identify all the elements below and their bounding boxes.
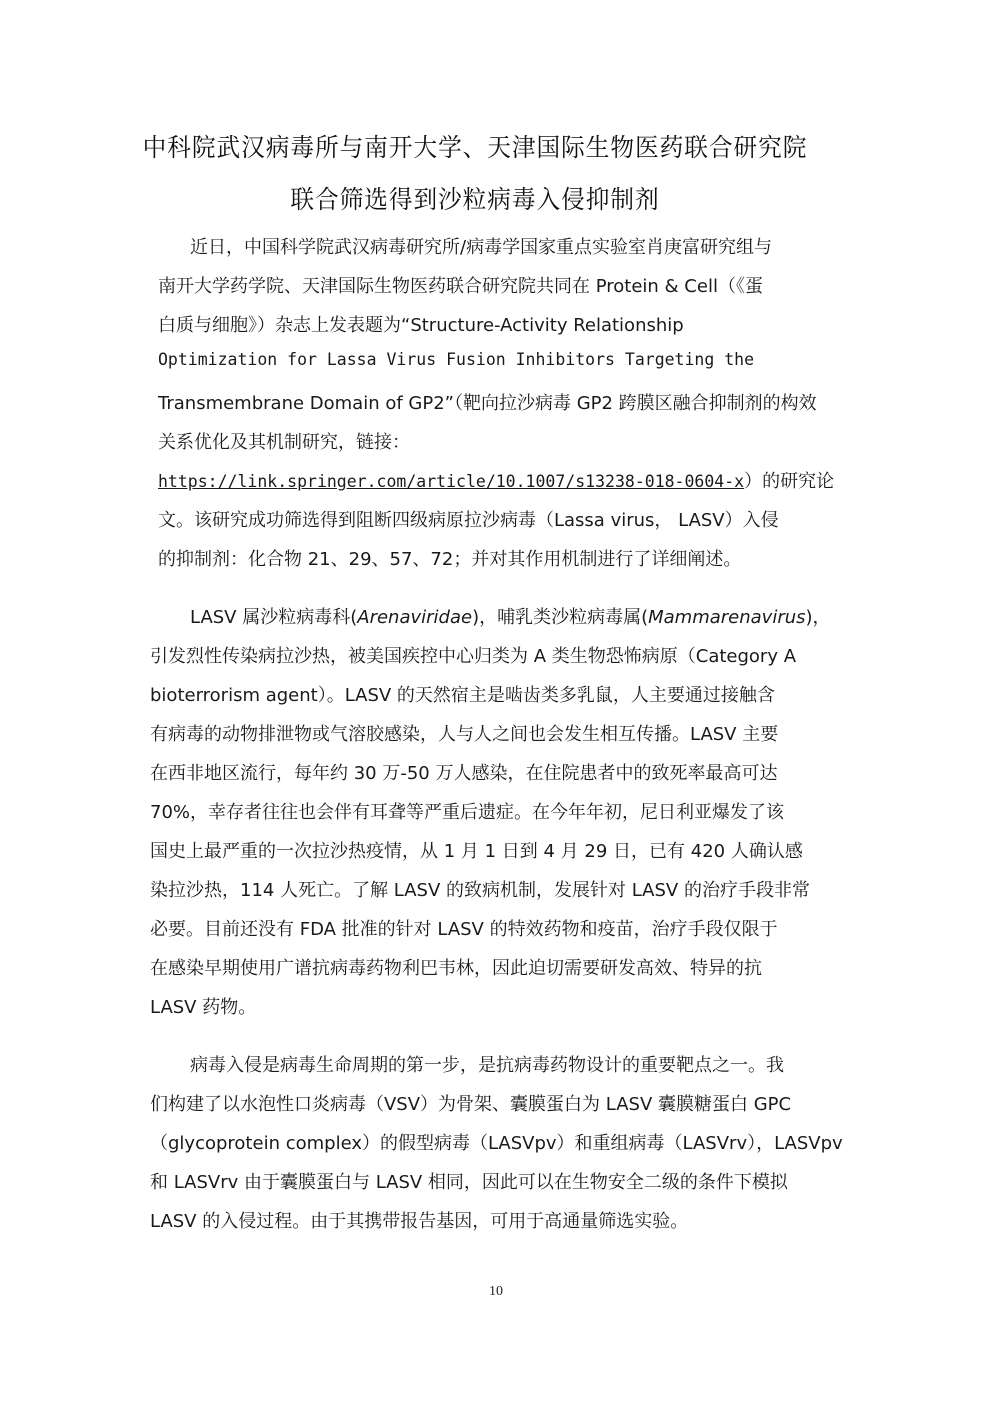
p1-line-9: 的抑制剂：化合物 21、29、57、72；并对其作用机制进行了详细阐述。: [158, 549, 742, 570]
p3-line-4: 和 LASVrv 由于囊膜蛋白与 LASV 相同，因此可以在生物安全二级的条件下模拟: [150, 1172, 788, 1193]
p2-line-8: 染拉沙热，114 人死亡。了解 LASV 的致病机制，发展针对 LASV 的治疗手段非常: [150, 880, 810, 901]
p1-line-5: Transmembrane Domain of GP2”（靶向拉沙病毒 GP2 跨膜区融合抑制剂的构效: [158, 393, 817, 414]
p2-line-1: [190, 603, 831, 629]
p1-line-2: 南开大学药学院、天津国际生物医药联合研究院共同在 Protein & Cell（《蛋: [158, 276, 763, 297]
p2-line-11: LASV 药物。: [150, 997, 257, 1018]
p2-line-3: bioterrorism agent）。LASV 的天然宿主是啮齿类多乳鼠，人主要通过接触含: [150, 685, 775, 706]
p2-line-7: 国史上最严重的一次拉沙热疫情，从 1 月 1 日到 4 月 29 日，已有 420 人确认感: [150, 841, 803, 862]
p2-line-5: 在西非地区流行，每年约 30 万-50 万人感染，在住院患者中的致死率最高可达: [150, 763, 778, 784]
p2-line-1-c: )，哺乳类沙粒病毒属(: [472, 607, 649, 628]
p1-line-7: [158, 467, 834, 493]
p1-line-3: 白质与细胞》）杂志上发表题为“Structure-Activity Relationship: [158, 315, 684, 336]
p1-line-7-rest: ）的研究论: [744, 471, 835, 492]
title-line-1: 中科院武汉病毒所与南开大学、天津国际生物医药联合研究院: [142, 133, 808, 162]
p1-line-6: 关系优化及其机制研究，链接：: [158, 432, 410, 453]
p3-line-3: （glycoprotein complex）的假型病毒（LASVpv）和重组病毒（LASVrv），LASVpv: [150, 1133, 843, 1154]
p3-line-1: 病毒入侵是病毒生命周期的第一步，是抗病毒药物设计的重要靶点之一。我: [190, 1055, 784, 1076]
p2-line-6: 70%，幸存者往往也会伴有耳聋等严重后遗症。在今年年初，尼日利亚爆发了该: [150, 802, 785, 823]
p3-line-5: LASV 的入侵过程。由于其携带报告基因，可用于高通量筛选实验。: [150, 1211, 689, 1232]
family-name-italic: Arenaviridae: [357, 607, 473, 628]
p2-line-2: 引发烈性传染病拉沙热，被美国疾控中心归类为 A 类生物恐怖病原（Category A: [150, 646, 797, 667]
p1-line-8: 文。该研究成功筛选得到阻断四级病原拉沙病毒（Lassa virus， LASV）入侵: [158, 510, 779, 531]
title-line-2: 联合筛选得到沙粒病毒入侵抑制剂: [290, 185, 660, 214]
p2-line-1-a: LASV 属沙粒病毒科(: [190, 607, 358, 628]
genus-name-italic: Mammarenavirus: [648, 607, 806, 628]
article-link[interactable]: https://link.springer.com/article/10.1007/s13238-018-0604-x: [158, 472, 745, 491]
p1-line-4: Optimization for Lassa Virus Fusion Inhibitors Targeting the: [158, 350, 755, 369]
p2-line-9: 必要。目前还没有 FDA 批准的针对 LASV 的特效药物和疫苗，治疗手段仅限于: [150, 919, 778, 940]
p3-line-2: 们构建了以水泡性口炎病毒（VSV）为骨架、囊膜蛋白为 LASV 囊膜糖蛋白 GPC: [150, 1094, 792, 1115]
p2-line-1-e: )，: [805, 607, 831, 628]
page-number: 10: [489, 1284, 503, 1299]
p2-line-4: 有病毒的动物排泄物或气溶胶感染，人与人之间也会发生相互传播。LASV 主要: [150, 724, 779, 745]
p2-line-10: 在感染早期使用广谱抗病毒药物利巴韦林，因此迫切需要研发高效、特异的抗: [150, 958, 762, 979]
p1-line-1: 近日，中国科学院武汉病毒研究所/病毒学国家重点实验室肖庚富研究组与: [190, 237, 773, 258]
